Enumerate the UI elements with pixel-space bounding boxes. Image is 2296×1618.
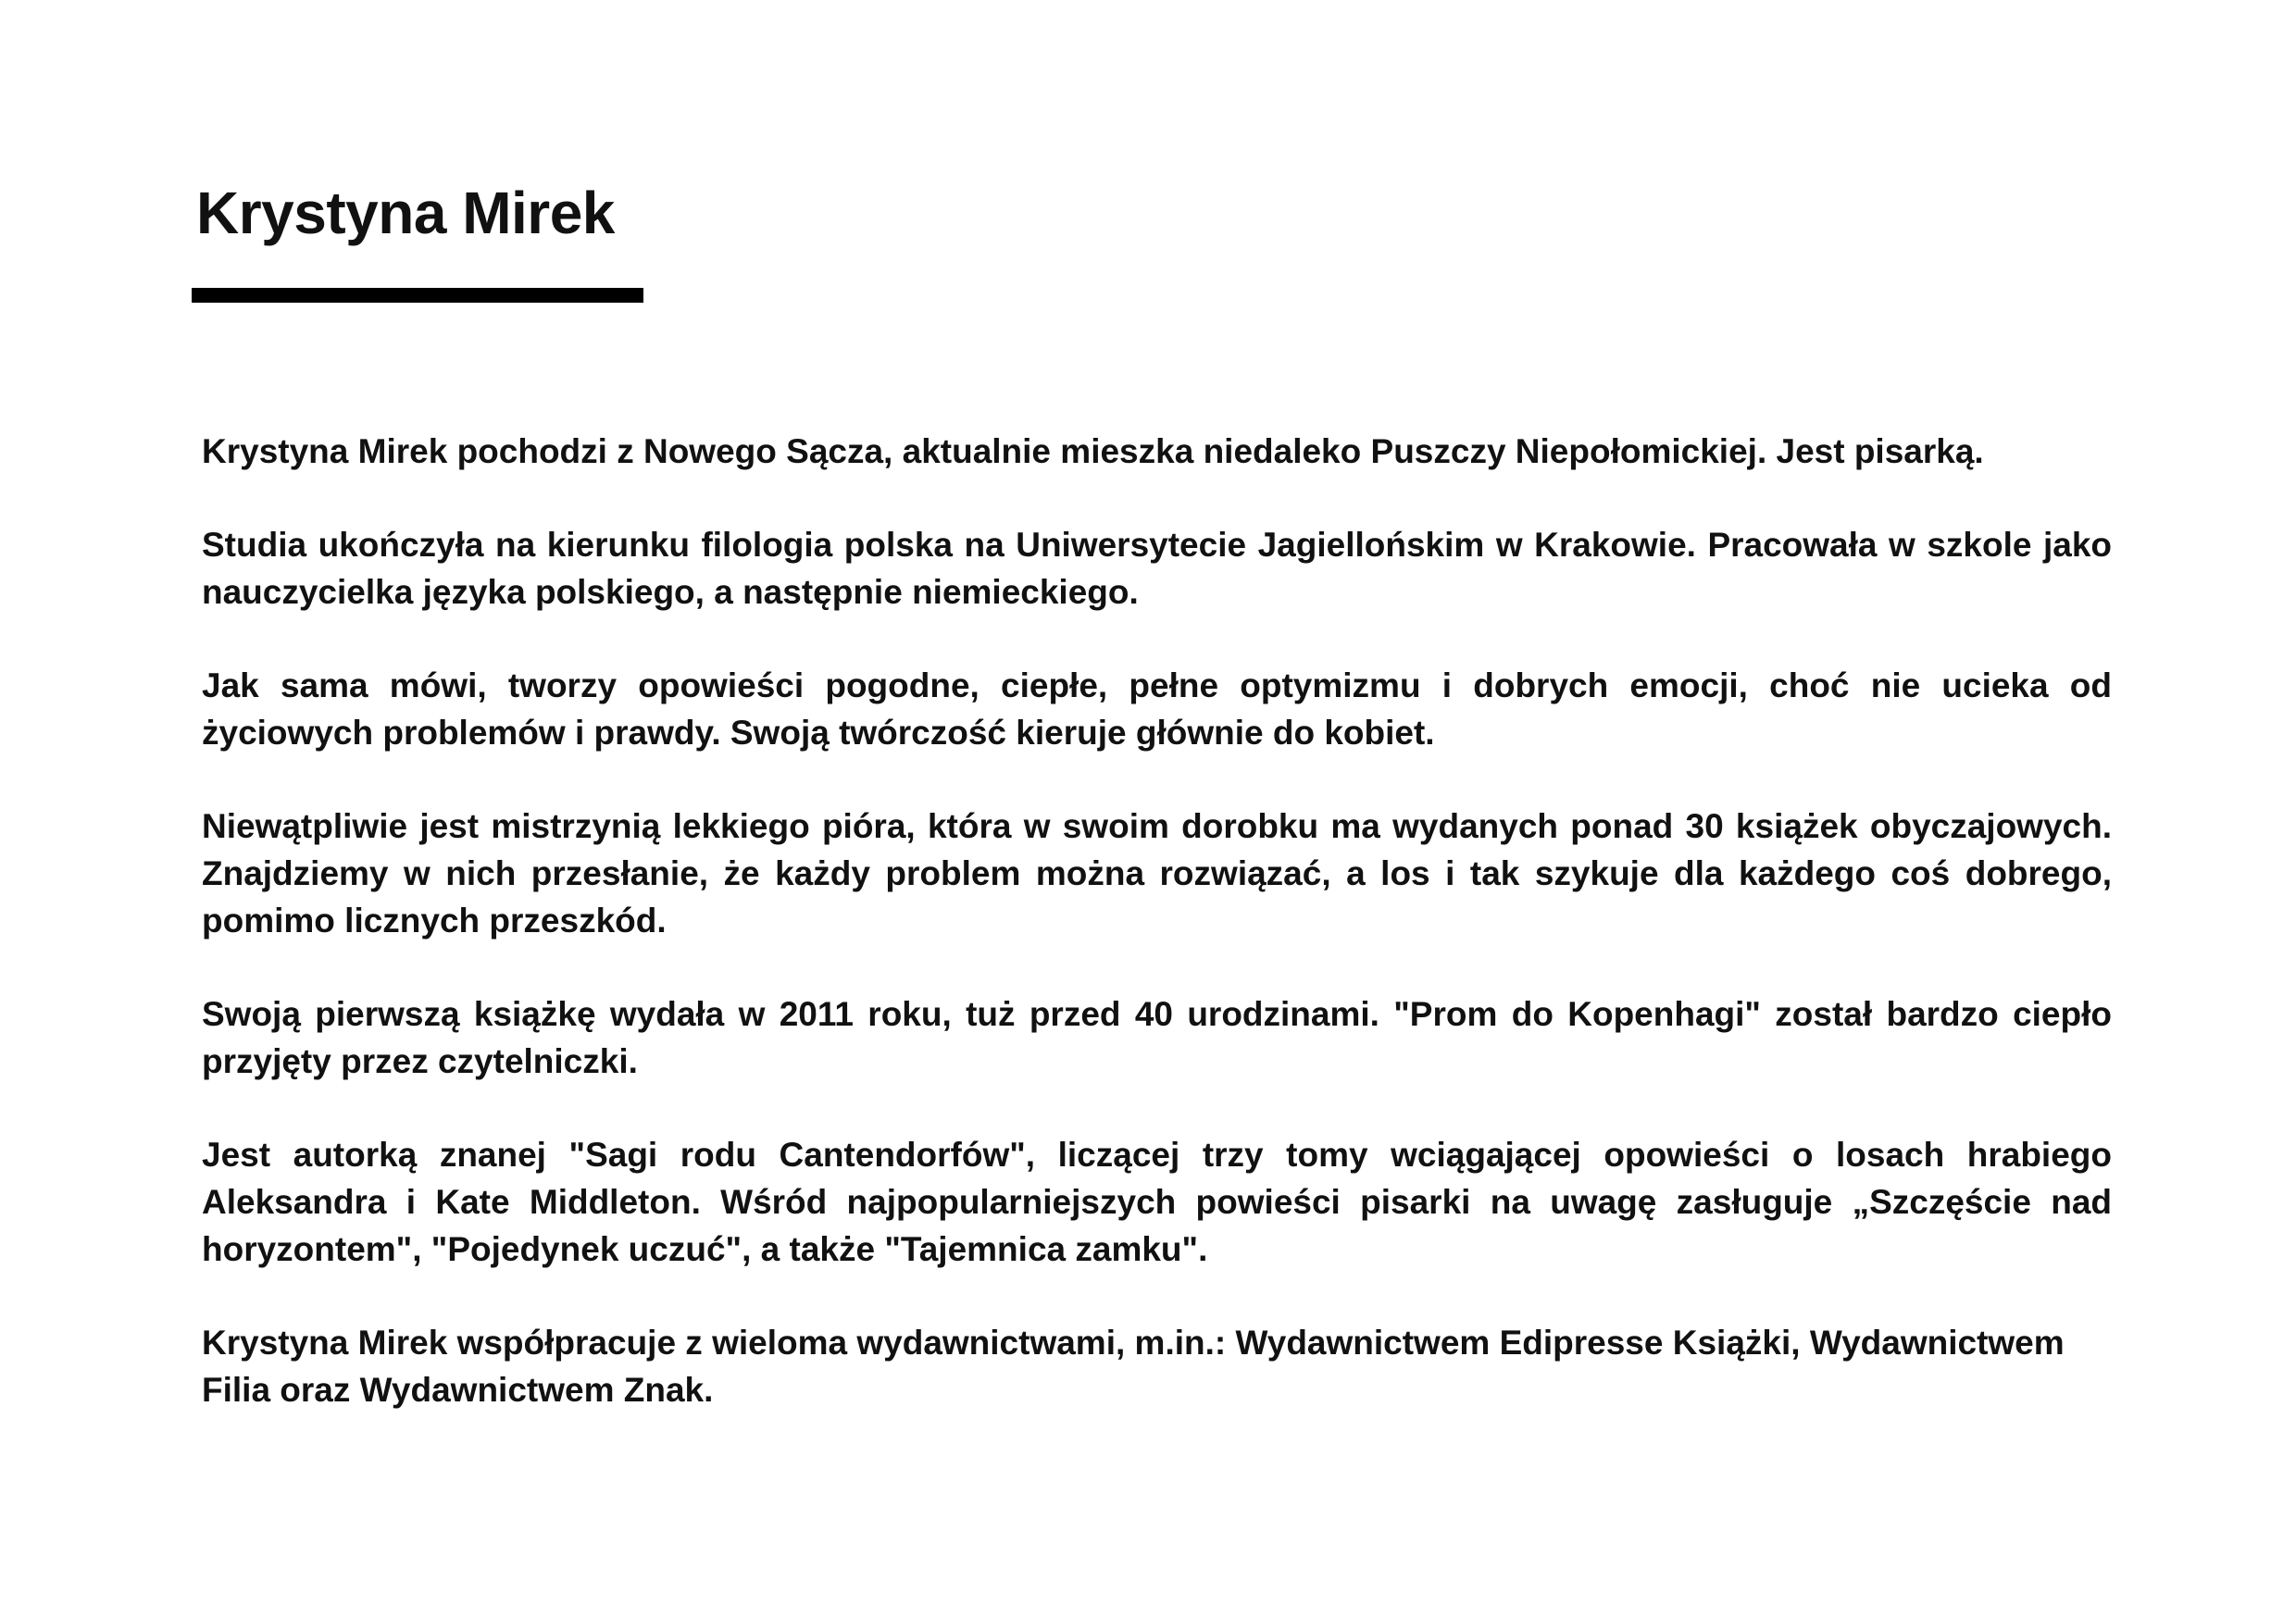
paragraph-style: Jak sama mówi, tworzy opowieści pogodne, ciepłe, pełne optymizmu i dobrych emocji, choć nie ucieka od życiowych problemów i prawdy. Swoją twórczość kieruje głównie do kobiet. — [202, 666, 2112, 752]
paragraph-education: Studia ukończyła na kierunku filologia polska na Uniwersytecie Jagiellońskim w Krakowie. Pracowała w szkole jako nauczycielka języka polskiego, a następnie niemieckiego. — [202, 526, 2112, 611]
paragraph-saga: Jest autorką znanej "Sagi rodu Cantendorfów", liczącej trzy tomy wciągającej opowieści o losach hrabiego Aleksandra i Kate Middleton. Wśród najpopularniejszych powieści pisarki na uwagę zasługuje „Szczęście nad horyzontem", "Pojedynek uczuć", a także "Tajemnica zamku". — [202, 1136, 2112, 1268]
page-title: Krystyna Mirek — [196, 180, 615, 246]
paragraph-debut: Swoją pierwszą książkę wydała w 2011 roku, tuż przed 40 urodzinami. "Prom do Kopenhagi" został bardzo ciepło przyjęty przez czytelniczki. — [202, 995, 2112, 1080]
paragraph-origin: Krystyna Mirek pochodzi z Nowego Sącza, aktualnie mieszka niedaleko Puszczy Niepołomickiej. Jest pisarką. — [202, 432, 1984, 470]
biography-text — [202, 428, 2112, 1460]
paragraph-publishers: Krystyna Mirek współpracuje z wieloma wydawnictwami, m.in.: Wydawnictwem Edipresse Książki, Wydawnictwem Filia oraz Wydawnictwem Znak. — [202, 1324, 2065, 1409]
title-underline — [192, 288, 643, 303]
paragraph-works: Niewątpliwie jest mistrzynią lekkiego pióra, która w swoim dorobku ma wydanych ponad 30 książek obyczajowych. Znajdziemy w nich przesłanie, że każdy problem można rozwiązać, a los i tak szykuje dla każdego coś dobrego, pomimo licznych przeszkód. — [202, 807, 2112, 940]
